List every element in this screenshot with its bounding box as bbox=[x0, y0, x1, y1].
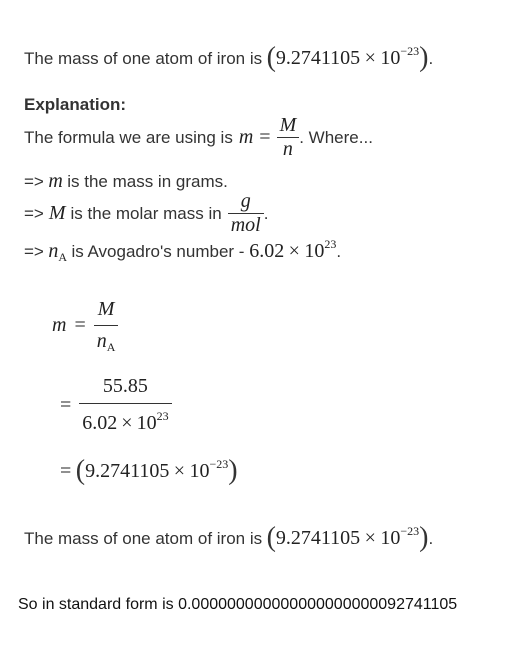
times-sign: × bbox=[364, 527, 376, 549]
arrow: => bbox=[24, 242, 44, 261]
avogadro-value: 6.02 bbox=[249, 240, 285, 262]
base: 10 bbox=[304, 240, 325, 262]
explanation-item bbox=[24, 190, 268, 237]
arrow: => bbox=[24, 172, 44, 191]
equals: = bbox=[74, 314, 86, 337]
derivation-step-1 bbox=[52, 298, 118, 353]
answer-line bbox=[24, 40, 433, 72]
derivation-step-2 bbox=[60, 375, 172, 435]
derivation-step-3 bbox=[60, 453, 238, 485]
numerator: 55.85 bbox=[102, 375, 148, 397]
units-denominator: mol bbox=[230, 214, 261, 237]
conclusion-text: The mass of one atom of iron is bbox=[24, 529, 263, 548]
answer-text: The mass of one atom of iron is bbox=[24, 49, 263, 68]
answer-value: 9.2741105 bbox=[275, 47, 361, 69]
conclusion-line bbox=[24, 520, 433, 552]
den-exponent: 23 bbox=[156, 409, 169, 424]
base: 10 bbox=[380, 47, 401, 69]
symbol: n bbox=[48, 240, 59, 262]
exponent: −23 bbox=[209, 457, 229, 471]
exponent: 23 bbox=[324, 237, 337, 251]
equals: = bbox=[60, 393, 72, 416]
formula-fraction bbox=[277, 114, 300, 161]
fraction bbox=[79, 375, 171, 435]
base: 10 bbox=[189, 460, 210, 482]
formula-denominator: n bbox=[282, 138, 293, 161]
fraction bbox=[94, 298, 119, 353]
exponent: −23 bbox=[400, 524, 420, 538]
formula-prefix: The formula we are using is bbox=[24, 127, 233, 147]
symbol-subscript: A bbox=[58, 250, 67, 264]
den-symbol: n bbox=[96, 330, 107, 353]
explanation-heading: Explanation: bbox=[24, 95, 127, 114]
standard-form-line: So in standard form is 0.000000000000000000000092741105 bbox=[18, 596, 458, 613]
formula-numerator: M bbox=[279, 114, 297, 136]
units-numerator: g bbox=[240, 190, 251, 212]
times-sign: × bbox=[121, 412, 133, 435]
open-paren: ( bbox=[266, 522, 276, 553]
symbol: m bbox=[48, 170, 63, 192]
formula-suffix: . Where... bbox=[299, 127, 373, 147]
times-sign: × bbox=[173, 460, 186, 482]
lhs: m bbox=[52, 314, 67, 337]
equals: = bbox=[60, 460, 72, 482]
item-text: is Avogadro's number - bbox=[71, 242, 250, 261]
open-paren: ( bbox=[75, 455, 86, 486]
period: . bbox=[336, 242, 342, 261]
times-sign: × bbox=[364, 47, 376, 69]
formula-line bbox=[24, 114, 373, 161]
period: . bbox=[428, 529, 434, 548]
close-paren: ) bbox=[419, 42, 429, 73]
den-subscript: A bbox=[106, 340, 116, 355]
conclusion-value: 9.2741105 bbox=[275, 527, 361, 549]
den-value: 6.02 bbox=[82, 412, 118, 435]
denominator bbox=[79, 404, 171, 435]
explanation-item bbox=[24, 237, 342, 264]
item-text: is the mass in grams. bbox=[67, 172, 228, 191]
open-paren: ( bbox=[266, 42, 276, 73]
base: 10 bbox=[380, 527, 401, 549]
symbol: M bbox=[48, 202, 66, 225]
formula-lhs: m bbox=[238, 126, 254, 149]
item-text: is the molar mass in bbox=[70, 203, 222, 223]
arrow: => bbox=[24, 203, 44, 223]
times-sign: × bbox=[288, 240, 300, 262]
close-paren: ) bbox=[419, 522, 429, 553]
exponent: −23 bbox=[400, 44, 420, 58]
formula-eq: = bbox=[259, 126, 271, 149]
period: . bbox=[263, 203, 269, 223]
units-fraction bbox=[228, 190, 264, 237]
close-paren: ) bbox=[228, 455, 238, 486]
numerator: M bbox=[97, 298, 115, 320]
period: . bbox=[428, 49, 434, 68]
denominator bbox=[94, 326, 119, 353]
den-base: 10 bbox=[136, 412, 157, 435]
result-value: 9.2741105 bbox=[85, 460, 170, 482]
